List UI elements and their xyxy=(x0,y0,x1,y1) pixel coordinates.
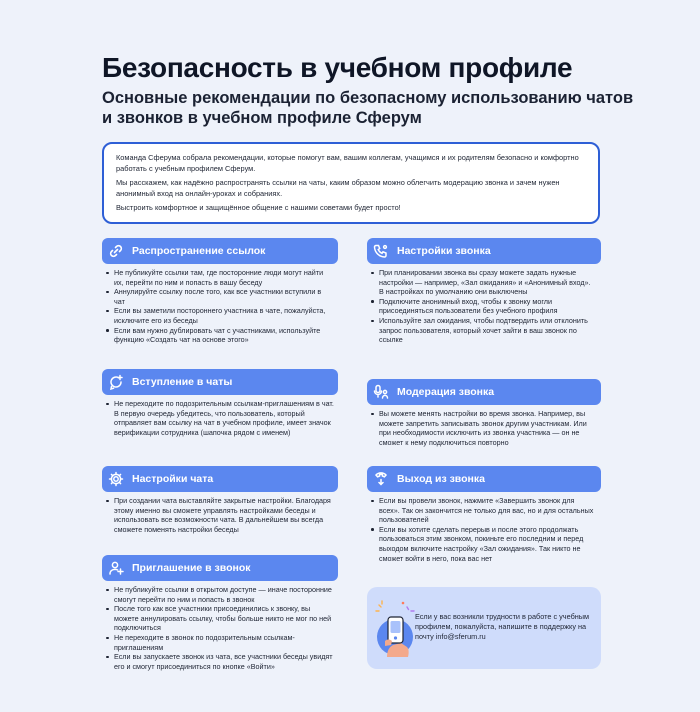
list-item: Если вы хотите сделать перерыв и после этого продолжать пользоваться этим звонком, покиньте его последним и перед выходом включите настройку «Зал ожидания». Так никто не сможет войти в него, пока вас нет xyxy=(371,525,597,563)
section-header xyxy=(367,238,601,264)
section-header xyxy=(367,379,601,405)
link-icon xyxy=(108,243,124,259)
section-header xyxy=(102,466,338,492)
list-item: Не переходите по подозрительным ссылкам-приглашениям в чат. В первую очередь убедитесь, что пользователь, который отправляет вам ссылку на чат в учебном профиле, имеет значок верификации сотрудника (шапочка рядом с именем) xyxy=(106,399,334,437)
list-item: После того как все участники присоединились к звонку, вы можете аннулировать ссылку, чтобы больше никто не мог по ней подключиться xyxy=(106,604,334,633)
section-call-invite xyxy=(102,555,338,671)
list-item: Если вы заметили постороннего участника в чате, пожалуйста, исключите его из беседы xyxy=(106,306,334,325)
section-header xyxy=(102,369,338,395)
section-title: Распространение ссылок xyxy=(132,245,266,257)
section-header xyxy=(102,555,338,581)
chat-join-icon xyxy=(108,374,124,390)
section-header xyxy=(102,238,338,264)
section-links xyxy=(102,238,338,345)
list-item: Аннулируйте ссылку после того, как все участники вступили в чат xyxy=(106,287,334,306)
phone-hand-illustration xyxy=(373,597,417,661)
intro-paragraph: Выстроить комфортное и защищённое общение с нашими советами будет просто! xyxy=(116,203,401,212)
support-box xyxy=(367,587,601,669)
intro-paragraph: Мы расскажем, как надёжно распространять ссылки на чаты, каким образом можно облегчить модерацию звонка и зачем нужен анонимный вход на онлайн-уроках и собраниях. xyxy=(116,178,560,198)
section-title: Выход из звонка xyxy=(397,473,485,485)
section-title: Модерация звонка xyxy=(397,386,495,398)
gear-icon xyxy=(108,471,124,487)
right-column xyxy=(367,238,601,578)
section-title: Приглашение в звонок xyxy=(132,562,251,574)
list-item: Не публикуйте ссылки там, где посторонние люди могут найти их, перейти по ним и попасть в вашу беседу xyxy=(106,268,334,287)
section-call-exit xyxy=(367,466,601,563)
list-item: Подключите анонимный вход, чтобы к звонку могли присоединяться пользователи без учебного профиля xyxy=(371,297,597,316)
support-text: Если у вас возникли трудности в работе с учебным профилем, пожалуйста, напишите в поддержку на почту info@sferum.ru xyxy=(415,612,590,641)
intro-paragraph: Команда Сферума собрала рекомендации, которые помогут вам, вашим коллегам, учащимся и их родителям безопасно и комфортно работать с учебным профилем Сферум. xyxy=(116,153,579,173)
page-subtitle: Основные рекомендации по безопасному использованию чатов и звонков в учебном профиле Сферум xyxy=(102,89,634,127)
list-item: При планировании звонка вы сразу можете задать нужные настройки — например, «Зал ожидания» и «Анонимный вход». В настройках по умолчанию они выключены xyxy=(371,268,597,297)
list-item: При создании чата выставляйте закрытые настройки. Благодаря этому именно вы сможете управлять настройками беседы и использовать все возможности чата. В дальнейшем вы всегда сможете поменять настройки беседы xyxy=(106,496,334,534)
section-title: Вступление в чаты xyxy=(132,376,233,388)
intro-box xyxy=(102,142,600,224)
left-column xyxy=(102,238,338,678)
exit-icon xyxy=(373,471,389,487)
add-user-icon xyxy=(108,560,124,576)
page-title: Безопасность в учебном профиле xyxy=(102,52,573,83)
list-item: Если вы провели звонок, нажмите «Завершить звонок для всех». Так он закончится не только для вас, но и для остальных пользователей xyxy=(371,496,597,525)
section-call-moderation xyxy=(367,379,601,447)
section-chat-join xyxy=(102,369,338,437)
list-item: Используйте зал ожидания, чтобы подтвердить или отклонить запрос пользователя, который хочет зайти в ваш звонок по ссылке xyxy=(371,316,597,345)
phone-settings-icon xyxy=(373,243,389,259)
section-chat-settings xyxy=(102,466,338,534)
section-title: Настройки звонка xyxy=(397,245,491,257)
microphone-user-icon xyxy=(373,384,389,400)
list-item: Не переходите в звонок по подозрительным ссылкам-приглашениям xyxy=(106,633,334,652)
list-item: Если вы запускаете звонок из чата, все участники беседы увидят его и смогут присоединиться по кнопке «Войти» xyxy=(106,652,334,671)
section-header xyxy=(367,466,601,492)
list-item: Если вам нужно дублировать чат с участниками, используйте функцию «Создать чат на основе этого» xyxy=(106,326,334,345)
section-call-settings xyxy=(367,238,601,345)
list-item: Вы можете менять настройки во время звонка. Например, вы можете запретить записывать звонок другим участникам. Или при необходимости исключить из звонка участника — он не сможет к нему подключиться повторно xyxy=(371,409,597,447)
section-title: Настройки чата xyxy=(132,473,214,485)
list-item: Не публикуйте ссылки в открытом доступе — иначе посторонние смогут перейти по ним и попасть в звонок xyxy=(106,585,334,604)
